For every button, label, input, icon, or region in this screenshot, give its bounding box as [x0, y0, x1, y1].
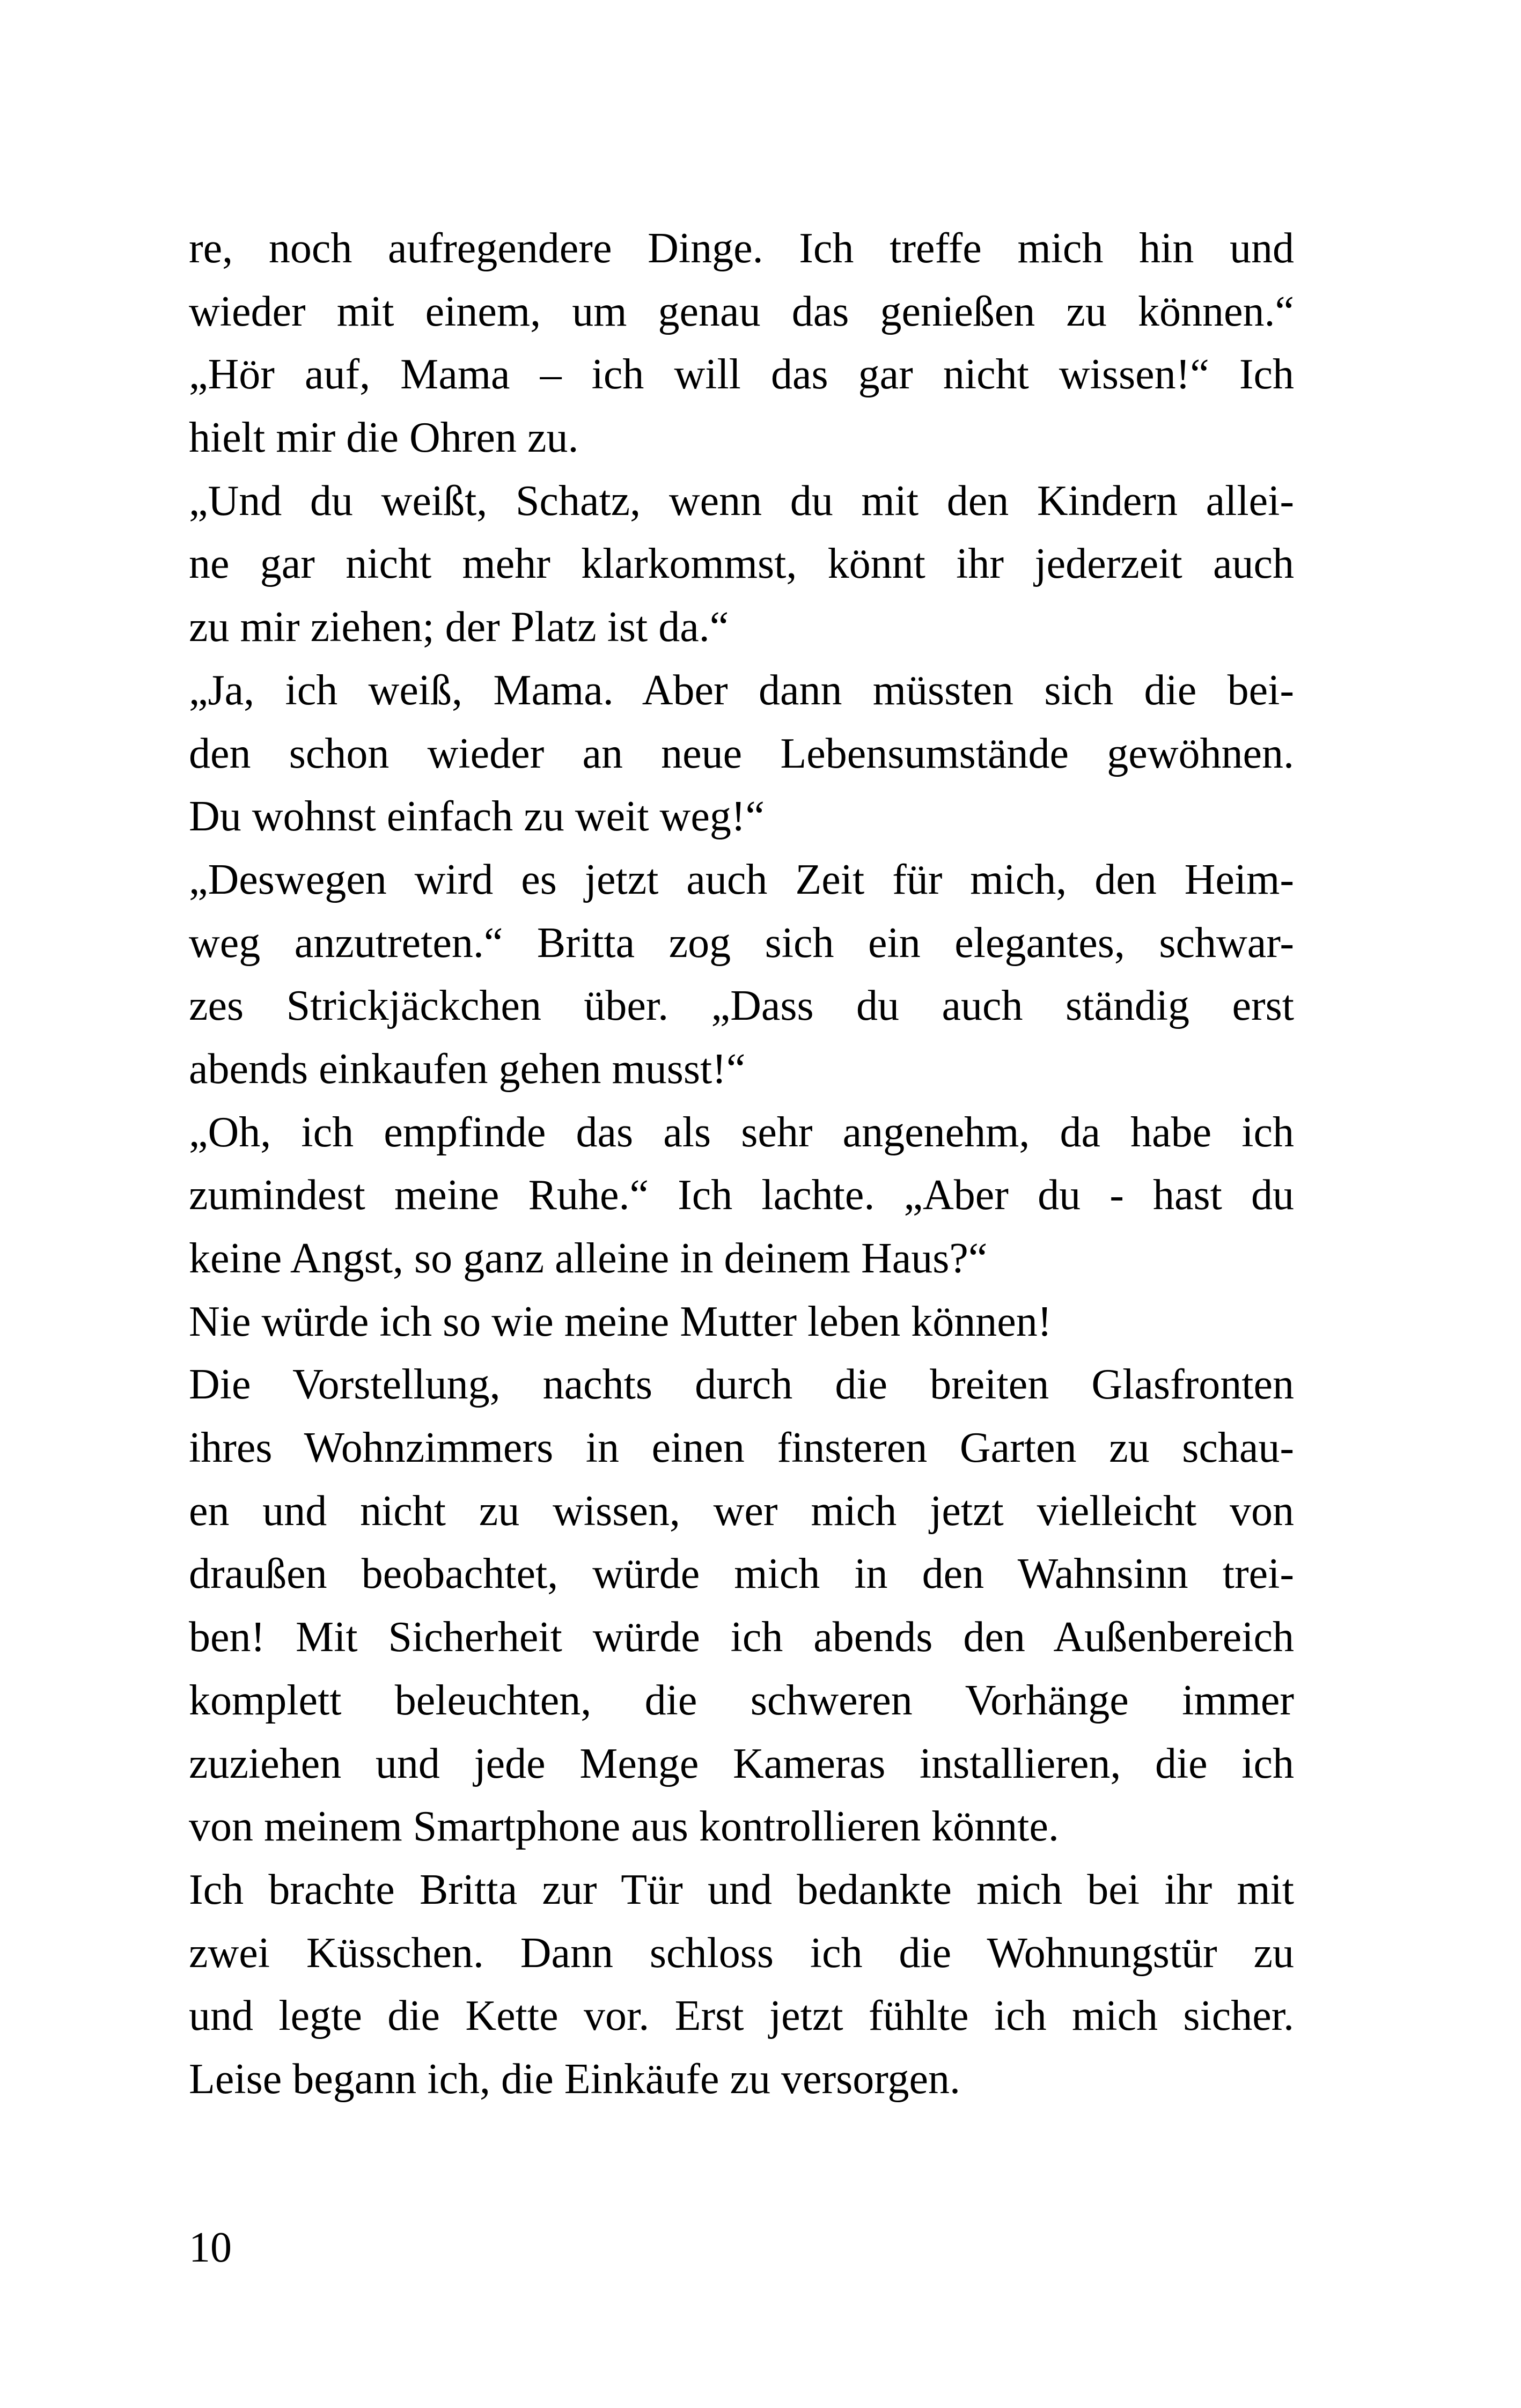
text-line: von meinem Smartphone aus kontrollieren könnte. — [189, 1803, 1059, 1851]
text-line: ihres Wohnzimmers in einen finsteren Garten zu schau- — [189, 1424, 1294, 1472]
text-line: „Ja, ich weiß, Mama. Aber dann müssten sich die bei- — [189, 666, 1294, 714]
text-line: Ich brachte Britta zur Tür und bedankte mich bei ihr mit — [189, 1866, 1294, 1913]
text-line: Du wohnst einfach zu weit weg!“ — [189, 793, 765, 841]
page-number: 10 — [189, 2224, 232, 2271]
text-line: Die Vorstellung, nachts durch die breiten Glasfronten — [189, 1361, 1294, 1409]
text-line: zwei Küsschen. Dann schloss ich die Wohnungstür zu — [189, 1929, 1294, 1977]
text-line: abends einkaufen gehen musst!“ — [189, 1045, 746, 1093]
text-line: Leise begann ich, die Einkäufe zu versorgen. — [189, 2055, 960, 2103]
text-line: komplett beleuchten, die schweren Vorhänge immer — [189, 1676, 1294, 1724]
text-line: en und nicht zu wissen, wer mich jetzt vielleicht von — [189, 1487, 1294, 1535]
text-line: re, noch aufregendere Dinge. Ich treffe mich hin und — [189, 225, 1294, 272]
text-line: hielt mir die Ohren zu. — [189, 414, 579, 462]
body-text — [189, 217, 1294, 2111]
text-line: den schon wieder an neue Lebensumstände gewöhnen. — [189, 730, 1294, 777]
text-line: zumindest meine Ruhe.“ Ich lachte. „Aber du - hast du — [189, 1172, 1294, 1219]
text-line: zuziehen und jede Menge Kameras installieren, die ich — [189, 1740, 1294, 1787]
text-line: weg anzutreten.“ Britta zog sich ein elegantes, schwar- — [189, 919, 1294, 967]
text-line: zu mir ziehen; der Platz ist da.“ — [189, 603, 729, 651]
text-line: „Deswegen wird es jetzt auch Zeit für mich, den Heim- — [189, 856, 1294, 903]
text-line: ne gar nicht mehr klarkommst, könnt ihr jederzeit auch — [189, 540, 1294, 588]
text-line: zes Strickjäckchen über. „Dass du auch ständig erst — [189, 982, 1294, 1030]
text-line: wieder mit einem, um genau das genießen zu können.“ — [189, 288, 1294, 335]
text-line: Nie würde ich so wie meine Mutter leben können! — [189, 1298, 1052, 1345]
text-line: „Hör auf, Mama – ich will das gar nicht wissen!“ Ich — [189, 351, 1294, 399]
text-line: „Oh, ich empfinde das als sehr angenehm, da habe ich — [189, 1108, 1294, 1156]
text-line: draußen beobachtet, würde mich in den Wahnsinn trei- — [189, 1550, 1294, 1598]
text-line: und legte die Kette vor. Erst jetzt fühlte ich mich sicher. — [189, 1992, 1294, 2040]
text-line: keine Angst, so ganz alleine in deinem Haus?“ — [189, 1235, 988, 1282]
text-line: „Und du weißt, Schatz, wenn du mit den Kindern allei- — [189, 477, 1294, 525]
text-line: ben! Mit Sicherheit würde ich abends den Außenbereich — [189, 1614, 1294, 1661]
